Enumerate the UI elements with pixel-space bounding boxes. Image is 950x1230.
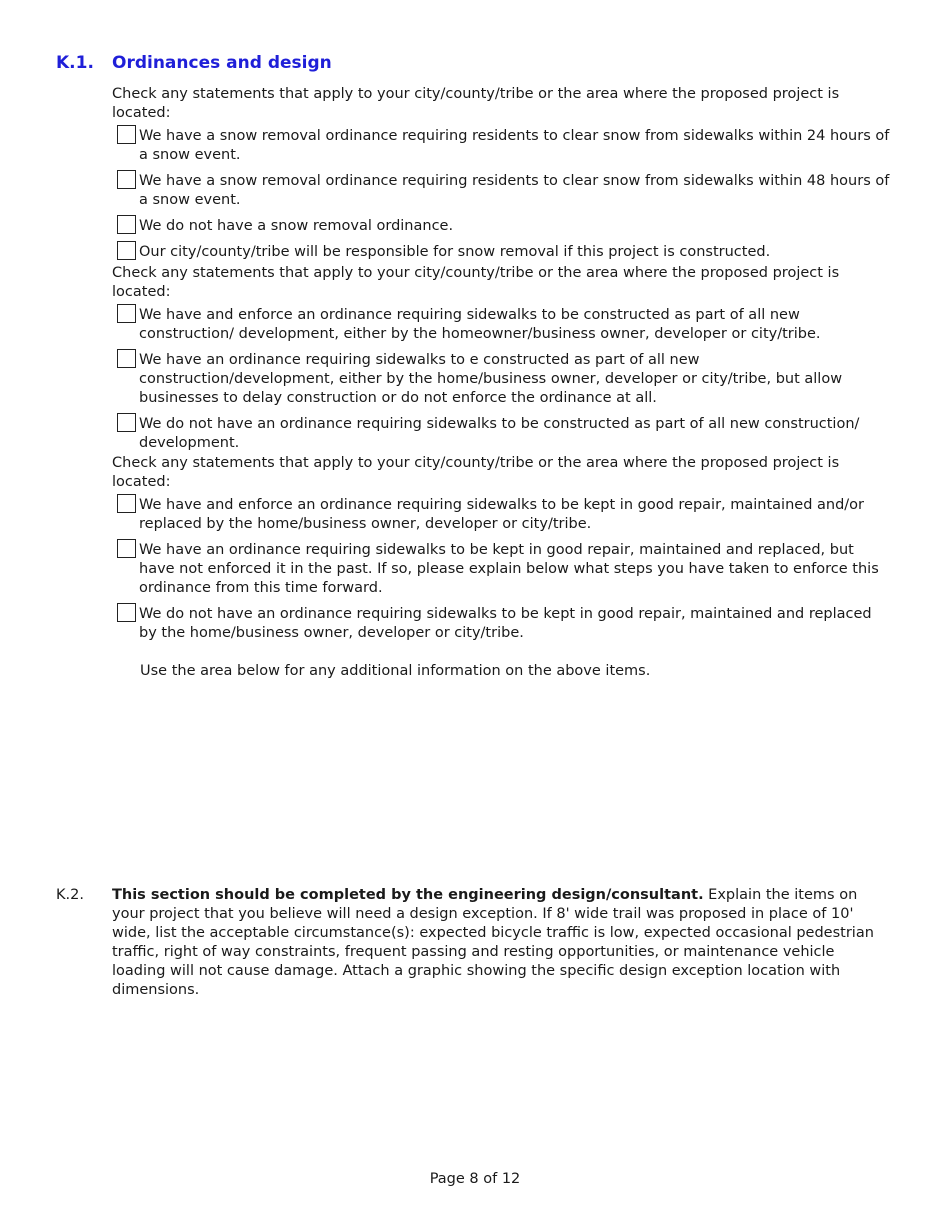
group-intro: Check any statements that apply to your city/county/tribe or the area where the proposed project is located: — [112, 455, 840, 490]
section-k2 — [56, 886, 892, 1000]
snow-option-24h — [112, 127, 892, 165]
option-label: We have a snow removal ordinance requiring residents to clear snow from sidewalks within 48 hours of a snow event. — [139, 173, 890, 208]
construction-option-delay — [112, 351, 892, 408]
checkbox[interactable] — [117, 413, 136, 432]
snow-option-none — [112, 217, 892, 236]
checkbox[interactable] — [117, 603, 136, 622]
construction-option-none — [112, 415, 892, 453]
option-label: We have a snow removal ordinance requiring residents to clear snow from sidewalks within 24 hours of a snow event. — [139, 128, 890, 163]
section-k2-text: Explain the items on your project that you believe will need a design exception. If 8' wide trail was proposed in place of 10' wide, list the acceptable circumstance(s): expected bicycle traffic is low, expected occasional pedestrian traffic, right of way constraints, frequent passing and resting opportunities, or maintenance vehicle loading will not cause damage. Attach a graphic showing the specific design exception location with dimensions. — [112, 887, 874, 998]
option-label: We have an ordinance requiring sidewalks to be kept in good repair, maintained and replaced, but have not enforced it in the past. If so, please explain below what steps you have taken to enforce this ordinance from this time forward. — [139, 542, 879, 596]
repair-option-none — [112, 605, 892, 643]
section-k1-title: Ordinances and design — [112, 53, 332, 73]
repair-option-not-enforced — [112, 541, 892, 598]
sidewalk-repair-group — [112, 454, 892, 650]
section-k2-bold-text: This section should be completed by the engineering design/consultant. — [112, 887, 704, 903]
option-label: We have an ordinance requiring sidewalks to e constructed as part of all new construction/development, either by the home/business owner, developer or city/tribe, but allow businesses to delay construction or do not enforce the ordinance at all. — [139, 352, 843, 406]
checkbox[interactable] — [117, 304, 136, 323]
page-number: Page 8 of 12 — [429, 1171, 521, 1187]
snow-option-city-responsible — [112, 243, 892, 262]
repair-option-enforce — [112, 496, 892, 534]
option-label: We do not have an ordinance requiring sidewalks to be kept in good repair, maintained and replaced by the home/business owner, developer or city/tribe. — [139, 606, 872, 641]
section-k2-number: K.2. — [56, 887, 84, 903]
snow-option-48h — [112, 172, 892, 210]
section-k2-body — [112, 886, 892, 1000]
sidewalk-construction-group — [112, 264, 892, 460]
option-label: We do not have an ordinance requiring sidewalks to be constructed as part of all new construction/ development. — [139, 416, 860, 451]
section-k1-number: K.1. — [56, 53, 94, 73]
checkbox[interactable] — [117, 215, 136, 234]
group-intro: Check any statements that apply to your city/county/tribe or the area where the proposed project is located: — [112, 86, 840, 121]
section-k1-heading — [56, 52, 332, 74]
option-label: Our city/county/tribe will be responsible for snow removal if this project is constructed. — [139, 244, 771, 260]
checkbox[interactable] — [117, 170, 136, 189]
option-label: We have and enforce an ordinance requiring sidewalks to be constructed as part of all new construction/ development, either by the homeowner/business owner, developer or city/tribe. — [139, 307, 821, 342]
checkbox[interactable] — [117, 125, 136, 144]
snow-removal-group — [112, 85, 892, 269]
checkbox[interactable] — [117, 241, 136, 260]
construction-option-enforce — [112, 306, 892, 344]
option-label: We have and enforce an ordinance requiring sidewalks to be kept in good repair, maintained and/or replaced by the home/business owner, developer or city/tribe. — [139, 497, 865, 532]
checkbox[interactable] — [117, 349, 136, 368]
additional-info-label: Use the area below for any additional information on the above items. — [140, 663, 651, 679]
checkbox[interactable] — [117, 494, 136, 513]
group-intro: Check any statements that apply to your city/county/tribe or the area where the proposed project is located: — [112, 265, 840, 300]
option-label: We do not have a snow removal ordinance. — [139, 218, 454, 234]
checkbox[interactable] — [117, 539, 136, 558]
